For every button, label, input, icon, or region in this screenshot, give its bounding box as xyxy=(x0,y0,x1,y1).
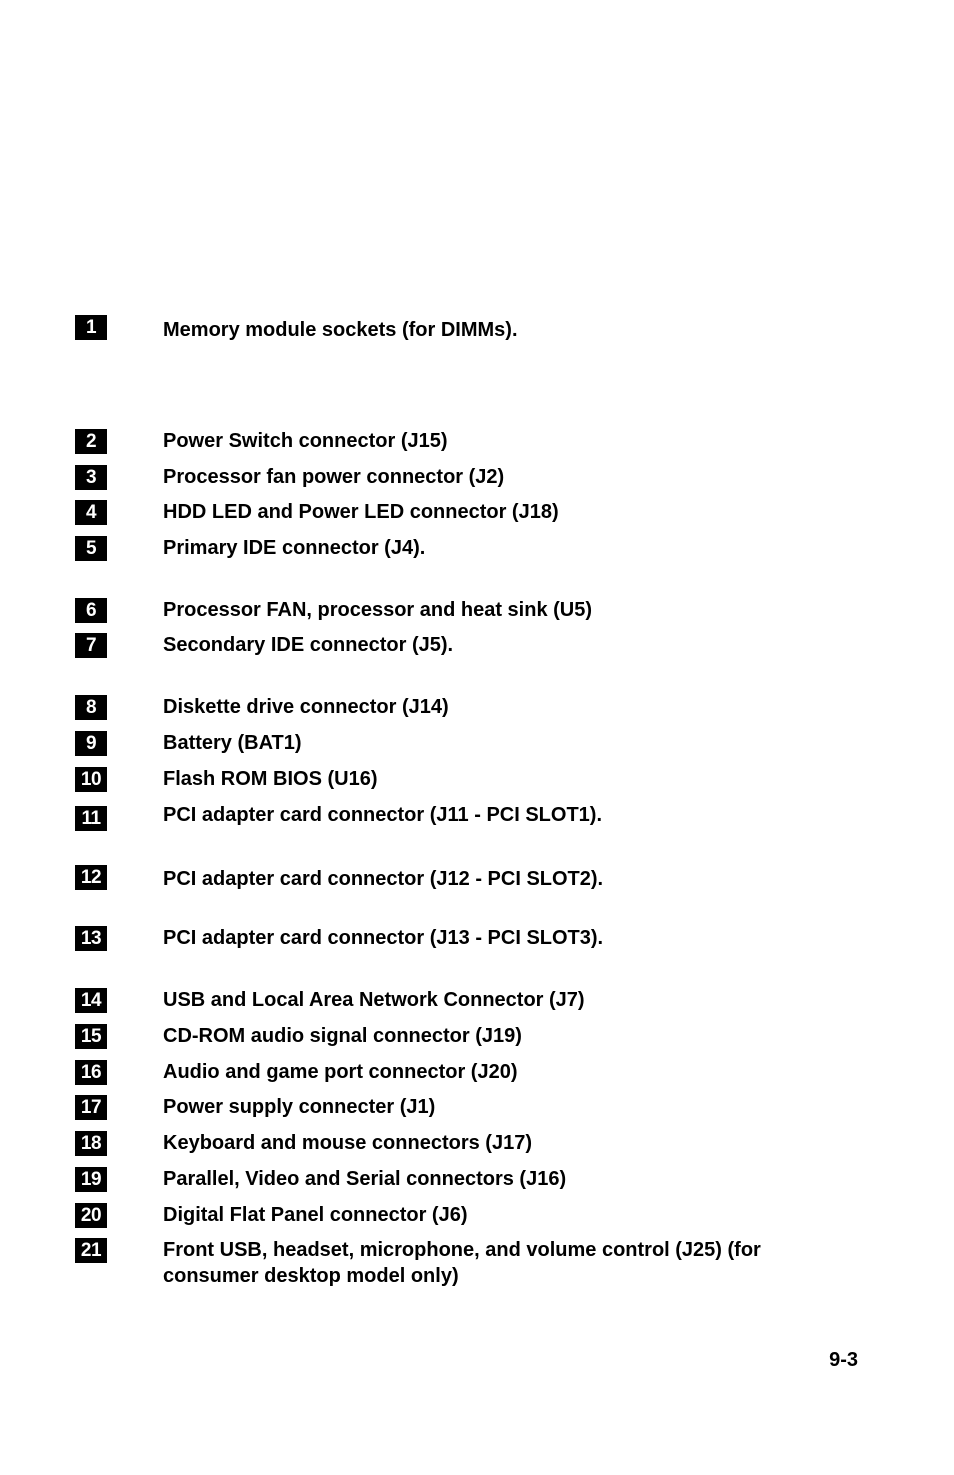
callout-number-badge: 21 xyxy=(75,1238,107,1263)
callout-number-badge: 1 xyxy=(75,315,107,340)
component-label: Power supply connecter (J1) xyxy=(163,1096,436,1118)
component-label: Front USB, headset, microphone, and volume control (J25) (for consumer desktop model only) xyxy=(163,1239,761,1287)
component-label: CD-ROM audio signal connector (J19) xyxy=(163,1025,522,1047)
callout-number-badge: 17 xyxy=(75,1095,107,1120)
callout-number-badge: 3 xyxy=(75,465,107,490)
component-label: Primary IDE connector (J4). xyxy=(163,537,426,559)
component-label: Power Switch connector (J15) xyxy=(163,430,448,452)
callout-number-badge: 8 xyxy=(75,695,107,720)
component-label: Secondary IDE connector (J5). xyxy=(163,634,454,656)
component-label: Parallel, Video and Serial connectors (J16) xyxy=(163,1168,567,1190)
callout-number-badge: 7 xyxy=(75,633,107,658)
callout-number-badge: 10 xyxy=(75,767,107,792)
callout-number-badge: 14 xyxy=(75,988,107,1013)
component-label: HDD LED and Power LED connector (J18) xyxy=(163,501,559,523)
component-label: PCI adapter card connector (J12 - PCI SLOT2). xyxy=(163,868,604,890)
callout-number-badge: 12 xyxy=(75,865,107,890)
component-label: Processor FAN, processor and heat sink (U5) xyxy=(163,599,593,621)
callout-number-badge: 18 xyxy=(75,1131,107,1156)
component-label: Diskette drive connector (J14) xyxy=(163,696,449,718)
callout-number-badge: 9 xyxy=(75,731,107,756)
callout-number-badge: 13 xyxy=(75,926,107,951)
callout-number-badge: 6 xyxy=(75,598,107,623)
component-label: PCI adapter card connector (J11 - PCI SLOT1). xyxy=(163,804,603,826)
component-label: PCI adapter card connector (J13 - PCI SLOT3). xyxy=(163,927,604,949)
page-number: 9-3 xyxy=(829,1349,858,1371)
component-label: Digital Flat Panel connector (J6) xyxy=(163,1204,468,1226)
component-label: Flash ROM BIOS (U16) xyxy=(163,768,378,790)
callout-number-badge: 19 xyxy=(75,1167,107,1192)
callout-number-badge: 11 xyxy=(75,806,107,831)
callout-number-badge: 5 xyxy=(75,536,107,561)
component-label: Audio and game port connector (J20) xyxy=(163,1061,518,1083)
callout-number-badge: 15 xyxy=(75,1024,107,1049)
component-label: Processor fan power connector (J2) xyxy=(163,466,505,488)
callout-number-badge: 16 xyxy=(75,1060,107,1085)
callout-number-badge: 2 xyxy=(75,429,107,454)
callout-number-badge: 4 xyxy=(75,500,107,525)
component-label: Keyboard and mouse connectors (J17) xyxy=(163,1132,532,1154)
component-label: Battery (BAT1) xyxy=(163,732,302,754)
component-label: USB and Local Area Network Connector (J7) xyxy=(163,989,585,1011)
callout-number-badge: 20 xyxy=(75,1203,107,1228)
component-label: Memory module sockets (for DIMMs). xyxy=(163,319,518,341)
